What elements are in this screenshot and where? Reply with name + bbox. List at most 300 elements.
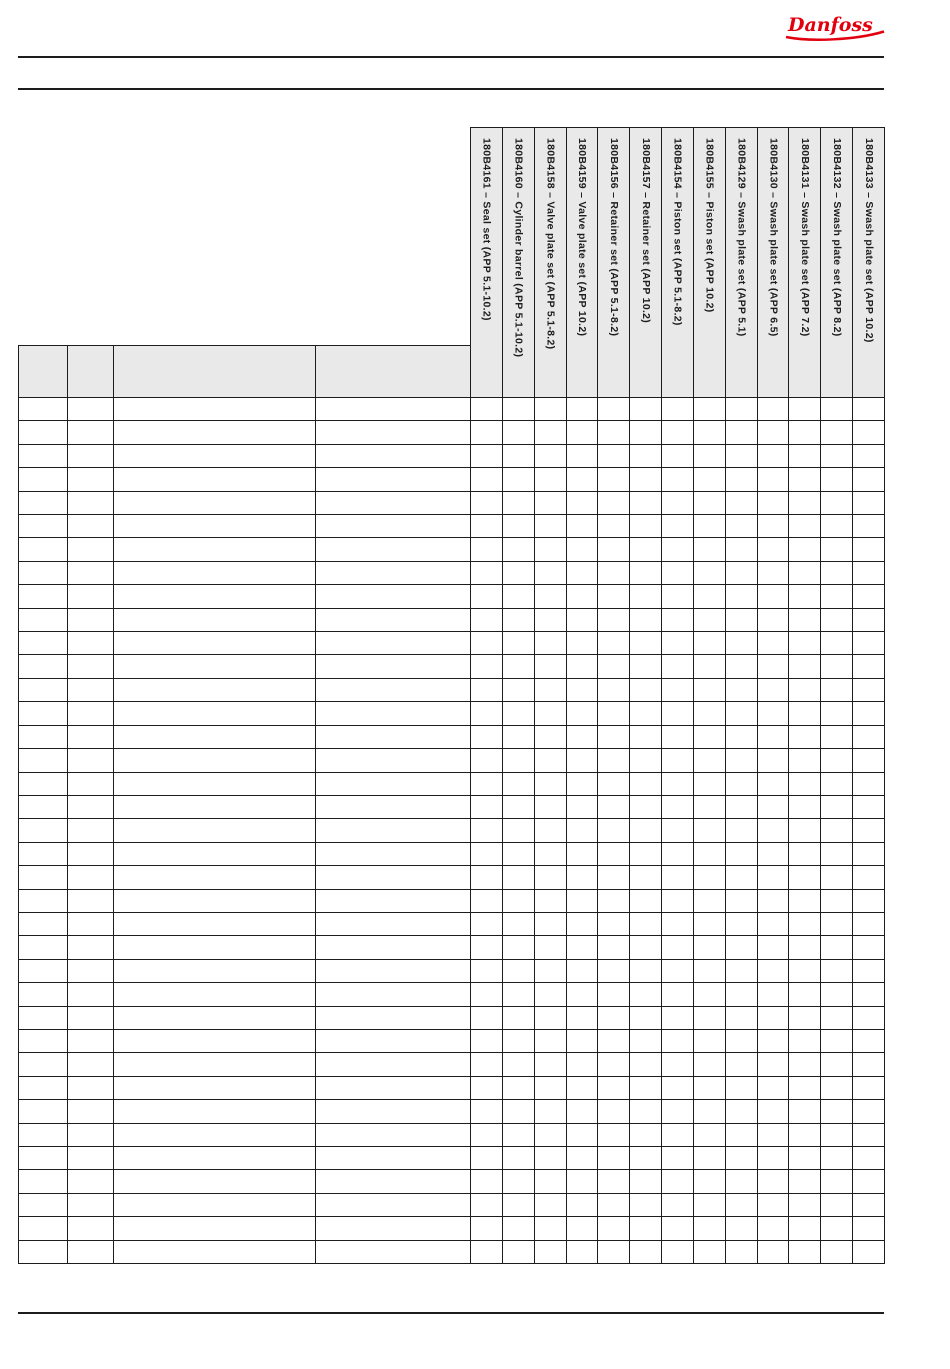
column-header-180B4132: [821, 128, 853, 398]
table-cell: [502, 842, 534, 865]
table-cell: [316, 1217, 471, 1240]
table-cell: [662, 632, 694, 655]
table-cell: [757, 1100, 789, 1123]
column-header-label: 180B4133 – Swash plate set (APP 10.2): [862, 138, 875, 343]
table-row: [19, 889, 885, 912]
table-cell: [19, 1193, 68, 1216]
table-cell: [114, 842, 316, 865]
table-cell: [566, 912, 598, 935]
table-cell: [534, 1053, 566, 1076]
table-cell: [471, 468, 503, 491]
table-cell: [19, 1217, 68, 1240]
table-cell: [502, 444, 534, 467]
table-cell: [693, 866, 725, 889]
table-cell: [630, 561, 662, 584]
table-cell: [19, 632, 68, 655]
table-cell: [566, 842, 598, 865]
table-cell: [821, 819, 853, 842]
table-cell: [316, 585, 471, 608]
table-cell: [853, 678, 885, 701]
table-cell: [725, 1123, 757, 1146]
table-cell: [316, 561, 471, 584]
danfoss-logo-text: Danfoss: [788, 14, 873, 36]
table-cell: [534, 1217, 566, 1240]
table-row: [19, 1029, 885, 1052]
table-cell: [662, 936, 694, 959]
table-cell: [566, 1100, 598, 1123]
table-cell: [566, 655, 598, 678]
table-cell: [534, 632, 566, 655]
table-cell: [114, 819, 316, 842]
table-cell: [598, 1170, 630, 1193]
table-cell: [316, 1076, 471, 1099]
table-cell: [471, 1076, 503, 1099]
table-cell: [725, 491, 757, 514]
table-cell: [19, 655, 68, 678]
table-cell: [789, 842, 821, 865]
table-cell: [630, 819, 662, 842]
table-row: [19, 1100, 885, 1123]
table-cell: [725, 561, 757, 584]
table-cell: [693, 421, 725, 444]
table-cell: [471, 1240, 503, 1263]
table-cell: [114, 959, 316, 982]
table-cell: [598, 1217, 630, 1240]
table-cell: [662, 515, 694, 538]
table-cell: [757, 678, 789, 701]
table-cell: [316, 608, 471, 631]
table-cell: [630, 983, 662, 1006]
table-cell: [502, 912, 534, 935]
table-cell: [471, 1053, 503, 1076]
table-cell: [630, 678, 662, 701]
table-cell: [853, 538, 885, 561]
column-header-180B4131: [789, 128, 821, 398]
table-cell: [630, 585, 662, 608]
table-cell: [114, 1076, 316, 1099]
table-cell: [630, 749, 662, 772]
table-cell: [471, 1100, 503, 1123]
table-cell: [853, 655, 885, 678]
table-cell: [19, 1170, 68, 1193]
table-cell: [19, 725, 68, 748]
table-cell: [534, 655, 566, 678]
column-header-label: 180B4159 – Valve plate set (APP 10.2): [576, 138, 589, 337]
table-cell: [598, 1240, 630, 1263]
table-cell: [725, 1029, 757, 1052]
table-cell: [598, 1147, 630, 1170]
table-cell: [68, 1193, 114, 1216]
table-cell: [725, 889, 757, 912]
table-cell: [502, 561, 534, 584]
table-cell: [471, 1217, 503, 1240]
table-cell: [566, 959, 598, 982]
spare-parts-matrix-table: [18, 127, 885, 1264]
table-cell: [316, 1193, 471, 1216]
table-cell: [502, 1217, 534, 1240]
table-cell: [534, 444, 566, 467]
table-cell: [693, 795, 725, 818]
table-cell: [566, 795, 598, 818]
table-cell: [598, 538, 630, 561]
table-cell: [789, 819, 821, 842]
table-cell: [789, 959, 821, 982]
table-cell: [598, 421, 630, 444]
table-cell: [821, 725, 853, 748]
table-cell: [471, 959, 503, 982]
table-cell: [821, 585, 853, 608]
table-cell: [114, 866, 316, 889]
table-cell: [316, 749, 471, 772]
table-cell: [534, 1147, 566, 1170]
table-row: [19, 912, 885, 935]
table-cell: [471, 749, 503, 772]
table-cell: [630, 655, 662, 678]
table-cell: [19, 983, 68, 1006]
table-cell: [19, 491, 68, 514]
table-cell: [630, 608, 662, 631]
table-cell: [630, 421, 662, 444]
table-cell: [19, 678, 68, 701]
table-cell: [757, 795, 789, 818]
table-cell: [534, 795, 566, 818]
table-cell: [630, 398, 662, 421]
table-cell: [693, 749, 725, 772]
table-cell: [471, 702, 503, 725]
table-cell: [566, 936, 598, 959]
table-cell: [502, 1170, 534, 1193]
table-cell: [114, 983, 316, 1006]
table-cell: [821, 1240, 853, 1263]
table-cell: [630, 772, 662, 795]
table-cell: [68, 725, 114, 748]
table-cell: [316, 819, 471, 842]
table-cell: [630, 889, 662, 912]
table-cell: [757, 702, 789, 725]
table-cell: [471, 725, 503, 748]
table-cell: [534, 678, 566, 701]
header-spacer: [19, 128, 471, 346]
table-cell: [693, 772, 725, 795]
table-cell: [789, 1053, 821, 1076]
table-cell: [534, 819, 566, 842]
column-header-label: 180B4129 – Swash plate set (APP 5.1): [735, 138, 748, 337]
table-cell: [821, 889, 853, 912]
table-cell: [471, 889, 503, 912]
table-cell: [566, 702, 598, 725]
table-cell: [662, 959, 694, 982]
table-cell: [68, 749, 114, 772]
table-cell: [630, 795, 662, 818]
table-row: [19, 866, 885, 889]
table-cell: [502, 725, 534, 748]
table-cell: [534, 842, 566, 865]
table-cell: [19, 936, 68, 959]
table-cell: [853, 1147, 885, 1170]
table-cell: [789, 538, 821, 561]
table-cell: [662, 795, 694, 818]
table-cell: [725, 936, 757, 959]
table-cell: [114, 1029, 316, 1052]
table-cell: [471, 1006, 503, 1029]
table-cell: [662, 561, 694, 584]
table-cell: [19, 842, 68, 865]
table-cell: [502, 959, 534, 982]
table-cell: [853, 959, 885, 982]
table-cell: [757, 1170, 789, 1193]
table-cell: [598, 655, 630, 678]
table-cell: [853, 1006, 885, 1029]
table-cell: [114, 655, 316, 678]
table-cell: [757, 421, 789, 444]
table-cell: [693, 983, 725, 1006]
table-cell: [566, 1240, 598, 1263]
table-cell: [789, 398, 821, 421]
table-cell: [471, 608, 503, 631]
table-cell: [68, 1123, 114, 1146]
table-row: [19, 1123, 885, 1146]
table-cell: [662, 444, 694, 467]
table-cell: [114, 725, 316, 748]
table-cell: [757, 866, 789, 889]
table-cell: [757, 889, 789, 912]
table-cell: [789, 749, 821, 772]
table-cell: [757, 819, 789, 842]
column-header-180B4155: [693, 128, 725, 398]
table-cell: [821, 1029, 853, 1052]
table-cell: [68, 608, 114, 631]
table-cell: [662, 538, 694, 561]
table-cell: [68, 585, 114, 608]
table-cell: [630, 912, 662, 935]
table-cell: [534, 468, 566, 491]
table-cell: [471, 772, 503, 795]
table-cell: [598, 749, 630, 772]
table-cell: [662, 608, 694, 631]
table-cell: [19, 889, 68, 912]
table-cell: [693, 491, 725, 514]
table-cell: [725, 866, 757, 889]
table-cell: [725, 468, 757, 491]
table-cell: [534, 772, 566, 795]
vertical-header-row: [19, 128, 885, 346]
table-cell: [316, 1053, 471, 1076]
table-cell: [471, 912, 503, 935]
table-cell: [68, 772, 114, 795]
table-cell: [630, 1240, 662, 1263]
table-row: [19, 702, 885, 725]
table-cell: [757, 538, 789, 561]
table-cell: [757, 1123, 789, 1146]
table-cell: [821, 1006, 853, 1029]
table-cell: [316, 468, 471, 491]
table-cell: [821, 538, 853, 561]
table-cell: [502, 491, 534, 514]
table-cell: [693, 1217, 725, 1240]
table-cell: [471, 1029, 503, 1052]
table-cell: [19, 608, 68, 631]
table-cell: [598, 608, 630, 631]
table-cell: [68, 1006, 114, 1029]
table-cell: [789, 655, 821, 678]
table-cell: [821, 398, 853, 421]
table-cell: [725, 1147, 757, 1170]
table-cell: [534, 398, 566, 421]
table-cell: [662, 1076, 694, 1099]
table-cell: [471, 678, 503, 701]
table-cell: [471, 398, 503, 421]
table-cell: [725, 842, 757, 865]
table-cell: [821, 1053, 853, 1076]
table-row: [19, 819, 885, 842]
table-cell: [725, 1076, 757, 1099]
table-row: [19, 608, 885, 631]
table-cell: [19, 749, 68, 772]
table-cell: [693, 1147, 725, 1170]
table-cell: [789, 1147, 821, 1170]
table-cell: [534, 889, 566, 912]
table-cell: [114, 585, 316, 608]
table-row: [19, 1217, 885, 1240]
table-cell: [471, 936, 503, 959]
table-cell: [566, 1170, 598, 1193]
table-cell: [693, 1240, 725, 1263]
table-cell: [316, 889, 471, 912]
table-cell: [68, 959, 114, 982]
table-cell: [114, 538, 316, 561]
table-cell: [114, 608, 316, 631]
table-cell: [316, 912, 471, 935]
table-cell: [630, 842, 662, 865]
table-row: [19, 538, 885, 561]
table-cell: [471, 421, 503, 444]
table-cell: [662, 1100, 694, 1123]
table-cell: [757, 585, 789, 608]
table-cell: [662, 1240, 694, 1263]
table-cell: [316, 983, 471, 1006]
table-cell: [68, 561, 114, 584]
table-cell: [114, 772, 316, 795]
column-header-180B4133: [853, 128, 885, 398]
table-cell: [502, 538, 534, 561]
table-cell: [789, 725, 821, 748]
table-cell: [757, 468, 789, 491]
table-cell: [821, 468, 853, 491]
table-cell: [68, 1217, 114, 1240]
table-cell: [821, 912, 853, 935]
table-cell: [114, 702, 316, 725]
table-cell: [598, 912, 630, 935]
table-cell: [114, 1147, 316, 1170]
table-cell: [853, 702, 885, 725]
table-cell: [502, 1029, 534, 1052]
table-cell: [789, 1076, 821, 1099]
table-cell: [114, 1123, 316, 1146]
table-cell: [662, 866, 694, 889]
table-cell: [853, 561, 885, 584]
table-cell: [598, 585, 630, 608]
table-cell: [19, 866, 68, 889]
table-cell: [725, 749, 757, 772]
table-cell: [853, 421, 885, 444]
left-header-cell-1: [19, 346, 68, 398]
table-cell: [853, 1123, 885, 1146]
table-cell: [757, 983, 789, 1006]
table-cell: [598, 491, 630, 514]
column-header-label: 180B4131 – Swash plate set (APP 7.2): [799, 138, 812, 337]
table-cell: [566, 1123, 598, 1146]
table-row: [19, 398, 885, 421]
table-cell: [598, 468, 630, 491]
table-cell: [502, 678, 534, 701]
table-cell: [789, 983, 821, 1006]
table-cell: [502, 515, 534, 538]
table-cell: [316, 678, 471, 701]
table-cell: [853, 1053, 885, 1076]
table-cell: [534, 1123, 566, 1146]
table-cell: [68, 1170, 114, 1193]
table-cell: [19, 421, 68, 444]
table-cell: [725, 1170, 757, 1193]
table-cell: [598, 1076, 630, 1099]
table-cell: [693, 608, 725, 631]
table-cell: [725, 795, 757, 818]
table-row: [19, 655, 885, 678]
table-cell: [789, 1006, 821, 1029]
table-cell: [534, 1029, 566, 1052]
table-cell: [757, 491, 789, 514]
table-cell: [502, 421, 534, 444]
table-cell: [757, 1053, 789, 1076]
column-header-180B4161: [471, 128, 503, 398]
table-cell: [502, 1240, 534, 1263]
table-cell: [821, 1217, 853, 1240]
table-row: [19, 725, 885, 748]
table-cell: [693, 889, 725, 912]
table-cell: [316, 725, 471, 748]
table-cell: [471, 585, 503, 608]
table-cell: [821, 795, 853, 818]
table-cell: [19, 1147, 68, 1170]
table-cell: [502, 398, 534, 421]
table-cell: [68, 398, 114, 421]
table-cell: [853, 1240, 885, 1263]
table-cell: [19, 1240, 68, 1263]
table-cell: [598, 819, 630, 842]
table-cell: [630, 515, 662, 538]
table-cell: [853, 444, 885, 467]
table-cell: [68, 421, 114, 444]
table-cell: [630, 468, 662, 491]
table-cell: [725, 983, 757, 1006]
table-cell: [566, 398, 598, 421]
table-cell: [19, 795, 68, 818]
table-row: [19, 959, 885, 982]
table-cell: [789, 1193, 821, 1216]
table-cell: [471, 515, 503, 538]
table-cell: [725, 1193, 757, 1216]
table-cell: [598, 842, 630, 865]
table-cell: [725, 702, 757, 725]
column-header-180B4129: [725, 128, 757, 398]
column-header-label: 180B4132 – Swash plate set (APP 8.2): [830, 138, 843, 337]
table-cell: [114, 632, 316, 655]
table-row: [19, 842, 885, 865]
table-cell: [502, 632, 534, 655]
table-cell: [19, 959, 68, 982]
table-cell: [502, 608, 534, 631]
left-header-cell-2: [68, 346, 114, 398]
